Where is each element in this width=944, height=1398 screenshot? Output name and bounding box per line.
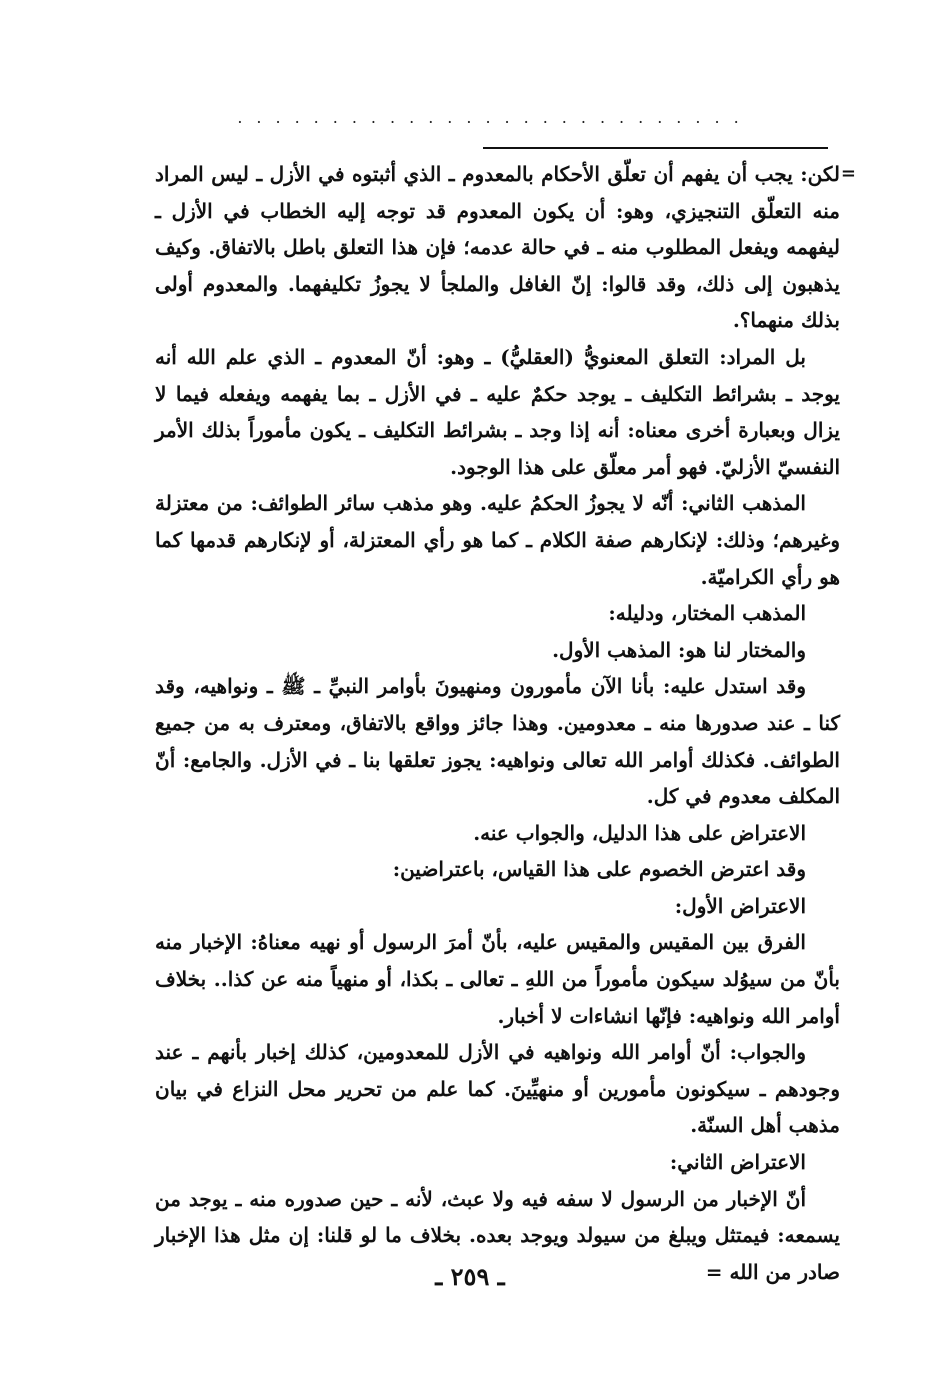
body-text	[155, 156, 856, 1290]
footnote-separator	[483, 147, 828, 149]
section-heading-objection: الاعتراض على هذا الدليل، والجواب عنه.	[473, 820, 806, 845]
paragraph-5: والمختار لنا هو: المذهب الأول.	[552, 637, 806, 662]
paragraph-1	[155, 156, 856, 339]
paragraph-3: المذهب الثاني: أنّه لا يجوزُ الحكمُ عليه. وهو مذهب سائر الطوائف: من معتزلة وغيرهم؛ وذلك: لإنكارهم صفة الكلام ـ كما هو رأي المعتزلة، أو لإنكارهم قدمها كما هو رأي الكراميّة.	[155, 491, 840, 589]
paragraph-10: الفرق بين المقيس والمقيس عليه، بأنّ أمرَ الرسول أو نهيه معناهُ: الإخبار منه بأنّ من سيوُلد سيكون مأموراً من اللهِ ـ تعالى ـ بكذا، أو منهياً منه عن كذا.. بخلاف أوامر الله ونواهيه: فإنّها انشاءات لا أخبار.	[155, 930, 840, 1028]
continuation-mark: =	[840, 163, 856, 184]
paragraph-11: والجواب: أنّ أوامر الله ونواهيه في الأزل للمعدومين، كذلك إخبار بأنهم ـ عند وجودهم ـ سيكونون مأمورين أو منهيِّينَ. كما علم من تحرير محل النزاع في بيان مذهب أهل السنّة.	[155, 1040, 840, 1138]
heading-second-objection: الاعتراض الثاني:	[669, 1150, 806, 1175]
paragraph-13: أنّ الإخبار من الرسول لا سفه فيه ولا عبث، لأنه ـ حين صدوره منه ـ يوجد من يسمعه: فيمتثل ويبلغ من سيولد ويوجد بعده. بخلاف ما لو قلنا: إن مثل هذا الإخبار صادر من الله =	[155, 1186, 840, 1284]
paragraph-6: وقد استدل عليه: بأنا الآن مأمورون ومنهيونَ بأوامر النبيِّ ـ ﷺ ـ ونواهيه، وقد كنا ـ عند صدورها منه ـ معدومين. وهذا جائز وواقع بالاتفاق، ومعترف به من جميع الطوائف. فكذلك أوامر الله تعالى ونواهيه: يجوز تعلقها بنا ـ في الأزل. والجامع: أنّ المكلف معدوم في كل.	[155, 674, 840, 809]
heading-first-objection: الاعتراض الأول:	[674, 893, 806, 918]
page-number: ـ ٢٥٩ ـ	[435, 1262, 505, 1291]
paragraph-8: وقد اعترض الخصوم على هذا القياس، باعتراضين:	[392, 857, 806, 882]
paragraph-2: بل المراد: التعلق المعنويُّ (العقليُّ) ـ وهو: أنّ المعدوم ـ الذي علم الله أنه يوجد ـ بشرائط التكليف ـ يوجد حكمٌ عليه ـ في الأزل ـ بما يفهمه ويفعله فيما لا يزال وبعبارة أخرى معناه: أنه إذا وجد ـ بشرائط التكليف ـ يكون مأموراً بذلك الأمر النفسيّ الأزليّ. فهو أمر معلّق على هذا الوجود.	[155, 344, 840, 479]
header-dots: ...........................	[237, 108, 753, 127]
section-heading-chosen-view: المذهب المختار، ودليله:	[608, 601, 806, 626]
paragraph-1-text: لكن: يجب أن يفهم أن تعلّق الأحكام بالمعدوم ـ الذي أثبتوه في الأزل ـ ليس المراد منه التعلّق التنجيزي، وهو: أن يكون المعدوم قد توجه إليه الخطاب في الأزل ـ ليفهمه ويفعل المطلوب منه ـ في حالة عدمه؛ فإن هذا التعلق باطل بالاتفاق. وكيف يذهبون إلى ذلك، وقد قالوا: إنّ الغافل والملجأ لا يجوزُ تكليفهما. والمعدوم أولى بذلك منهما؟.	[155, 162, 840, 333]
